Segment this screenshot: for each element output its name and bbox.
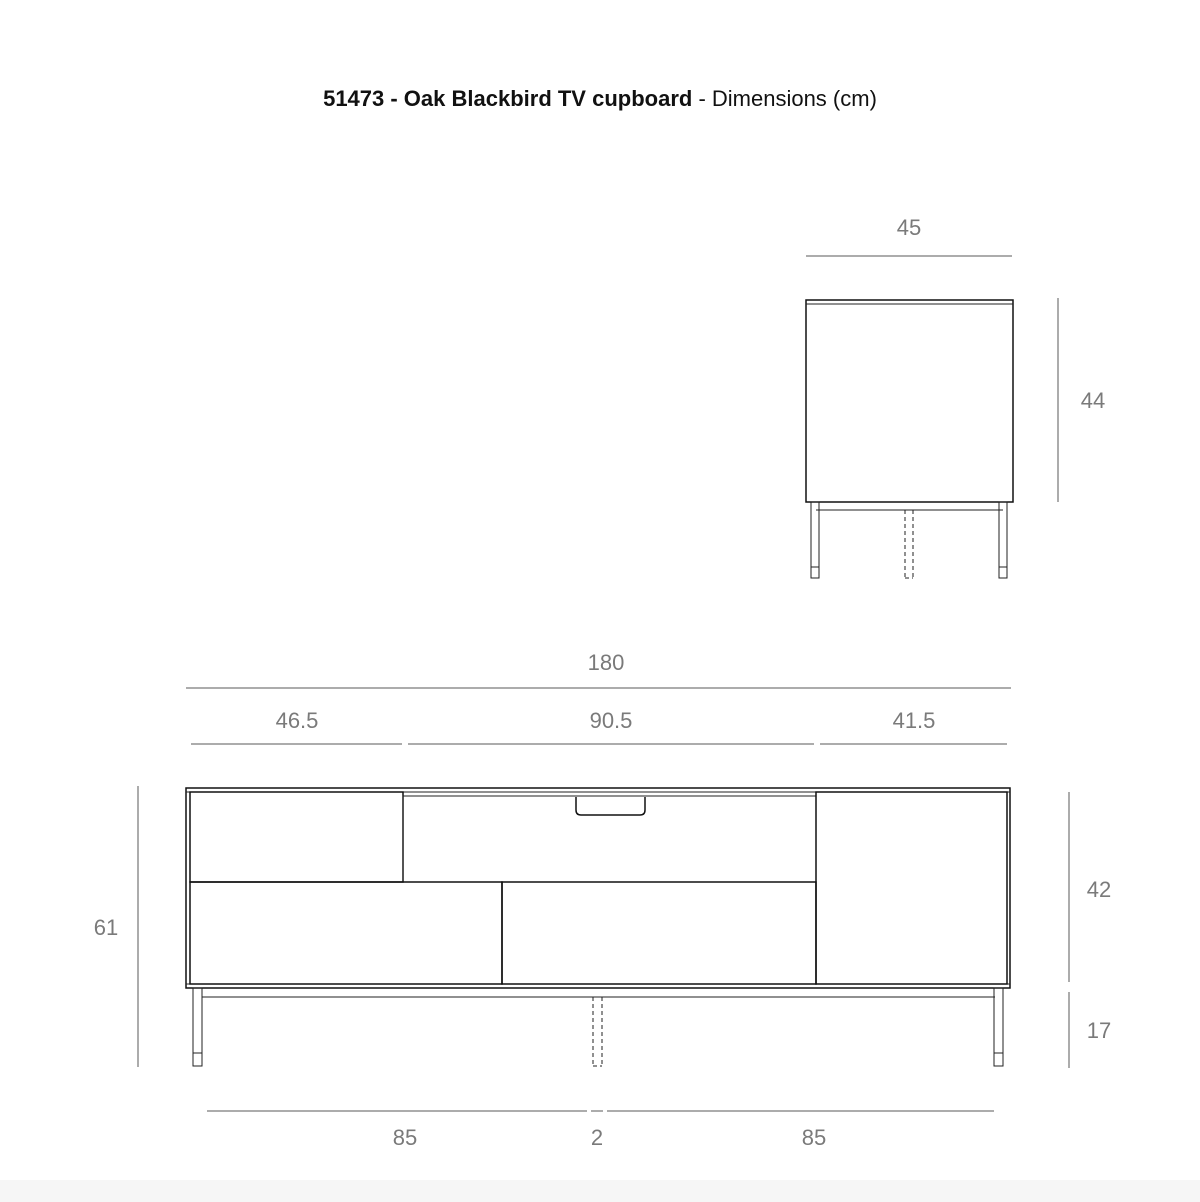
side-view — [806, 215, 1105, 578]
front-leg-height-label: 17 — [1086, 1018, 1112, 1043]
front-lower-middle-door — [502, 882, 816, 984]
side-height-label: 44 — [1080, 388, 1106, 413]
front-leg-left — [193, 988, 202, 1066]
front-right-door — [816, 792, 1007, 984]
front-right-section-label: 41.5 — [892, 708, 936, 733]
front-leg-span-left-label: 85 — [392, 1125, 418, 1150]
front-leg-span-right-label: 85 — [801, 1125, 827, 1150]
front-lower-left-door — [190, 882, 502, 984]
front-overall-width-label: 180 — [587, 650, 625, 675]
front-cabinet-body — [186, 788, 1010, 988]
side-body — [806, 300, 1013, 502]
product-name: 51473 - Oak Blackbird TV cupboard — [323, 86, 693, 111]
title-suffix: - Dimensions (cm) — [692, 86, 877, 111]
front-upper-left-drawer — [190, 792, 403, 882]
front-overall-height-label: 61 — [93, 915, 119, 940]
front-middle-section-label: 90.5 — [589, 708, 633, 733]
front-flap-drawer — [403, 796, 816, 882]
front-flap-handle — [576, 797, 645, 815]
side-depth-label: 45 — [896, 215, 922, 240]
footer-band — [0, 1180, 1200, 1202]
front-body-height-label: 42 — [1086, 877, 1112, 902]
front-leg-right — [994, 988, 1003, 1066]
front-view — [94, 650, 1111, 1150]
front-left-section-label: 46.5 — [275, 708, 319, 733]
front-center-leg-label: 2 — [590, 1125, 604, 1150]
